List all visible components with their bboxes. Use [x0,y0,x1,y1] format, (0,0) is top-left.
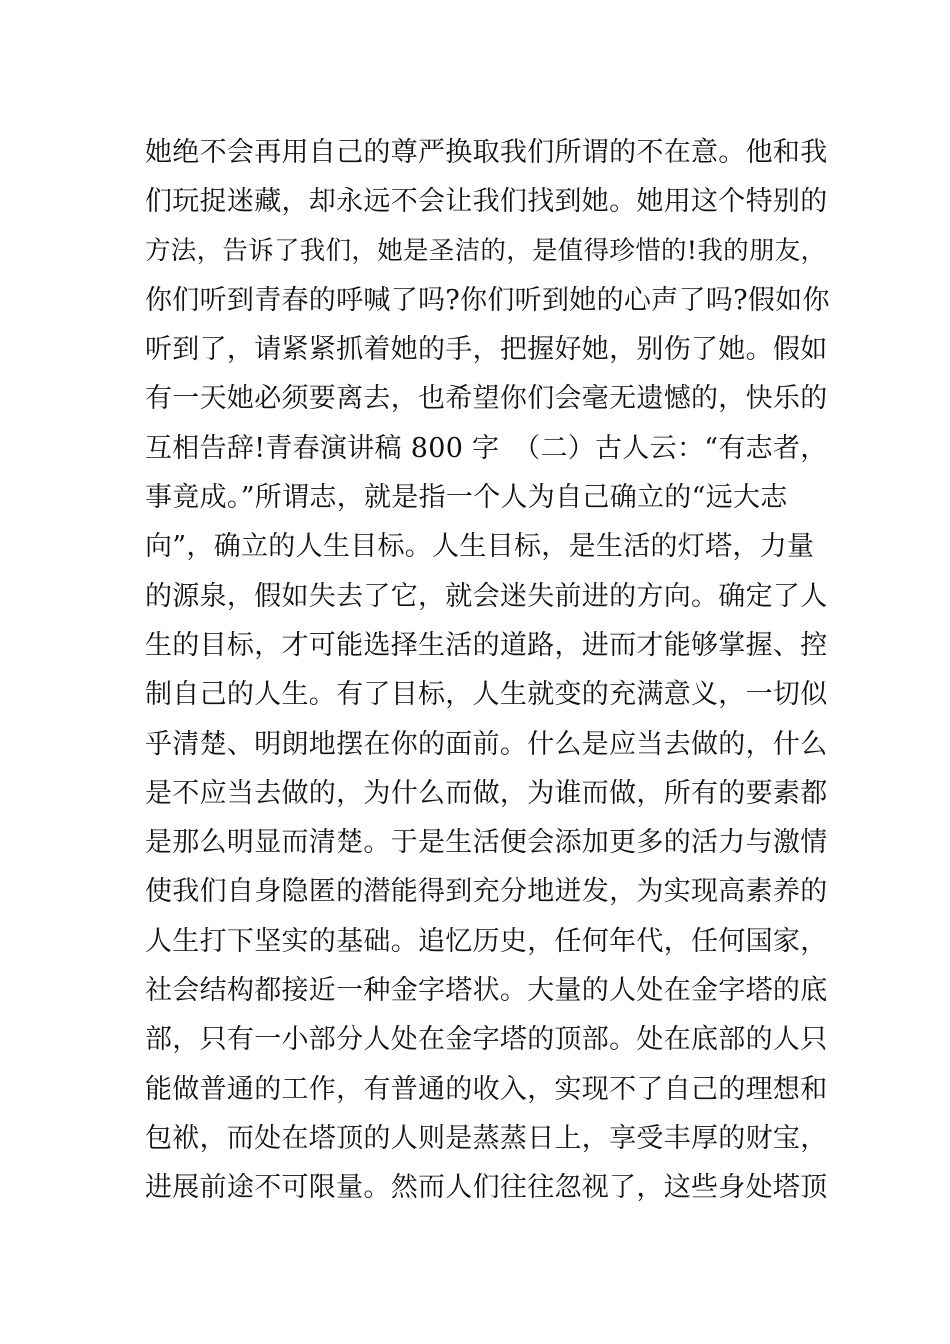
text-line: 向”，确立的人生目标。人生目标，是生活的灯塔，力量 [145,531,815,563]
text-line: 她绝不会再用自己的尊严换取我们所谓的不在意。他和我 [145,137,828,168]
text-line: 使我们自身隐匿的潜能得到充分地迸发，为实现高素养的 [145,876,828,908]
text-line: 社会结构都接近一种金字塔状。大量的人处在金字塔的底 [145,975,828,1007]
text-line: 乎清楚、明朗地摆在你的面前。什么是应当去做的，什么 [145,728,828,760]
text-line: 你们听到青春的呼喊了吗?你们听到她的心声了吗?假如你 [145,284,830,316]
text-line: 是那么明显而清楚。于是生活便会添加更多的活力与激情 [145,827,828,859]
text-line: 有一天她必须要离去，也希望你们会毫无遗憾的，快乐的 [145,383,828,415]
text-line: 听到了，请紧紧抓着她的手，把握好她，别伤了她。假如 [145,334,828,366]
text-line: 的源泉，假如失去了它，就会迷失前进的方向。确定了人 [145,580,828,612]
text-line: 是不应当去做的，为什么而做，为谁而做，所有的要素都 [145,777,828,809]
text-line: 进展前途不可限量。然而人们往往忽视了，这些身处塔顶 [145,1172,828,1204]
text-line: 能做普通的工作，有普通的收入，实现不了自己的理想和 [145,1073,828,1105]
text-line: 事竟成。”所谓志，就是指一个人为自己确立的“远大志 [145,482,788,514]
text-line: 人生打下坚实的基础。追忆历史，任何年代，任何国家， [145,925,828,957]
text-line: 制自己的人生。有了目标，人生就变的充满意义，一切似 [145,679,828,711]
text-line: 生的目标，才可能选择生活的道路，进而才能够掌握、控 [145,629,828,661]
text-line: 们玩捉迷藏，却永远不会让我们找到她。她用这个特别的 [145,186,828,218]
text-line: 部，只有一小部分人处在金字塔的顶部。处在底部的人只 [145,1024,828,1056]
body-text [145,128,835,1213]
text-line: 方法，告诉了我们，她是圣洁的，是值得珍惜的!我的朋友， [145,235,827,266]
text-line: 包袱，而处在塔顶的人则是蒸蒸日上，享受丰厚的财宝， [145,1122,828,1154]
text-line: 互相告辞!青春演讲稿 800 字 （二）古人云：“有志者， [145,432,828,464]
